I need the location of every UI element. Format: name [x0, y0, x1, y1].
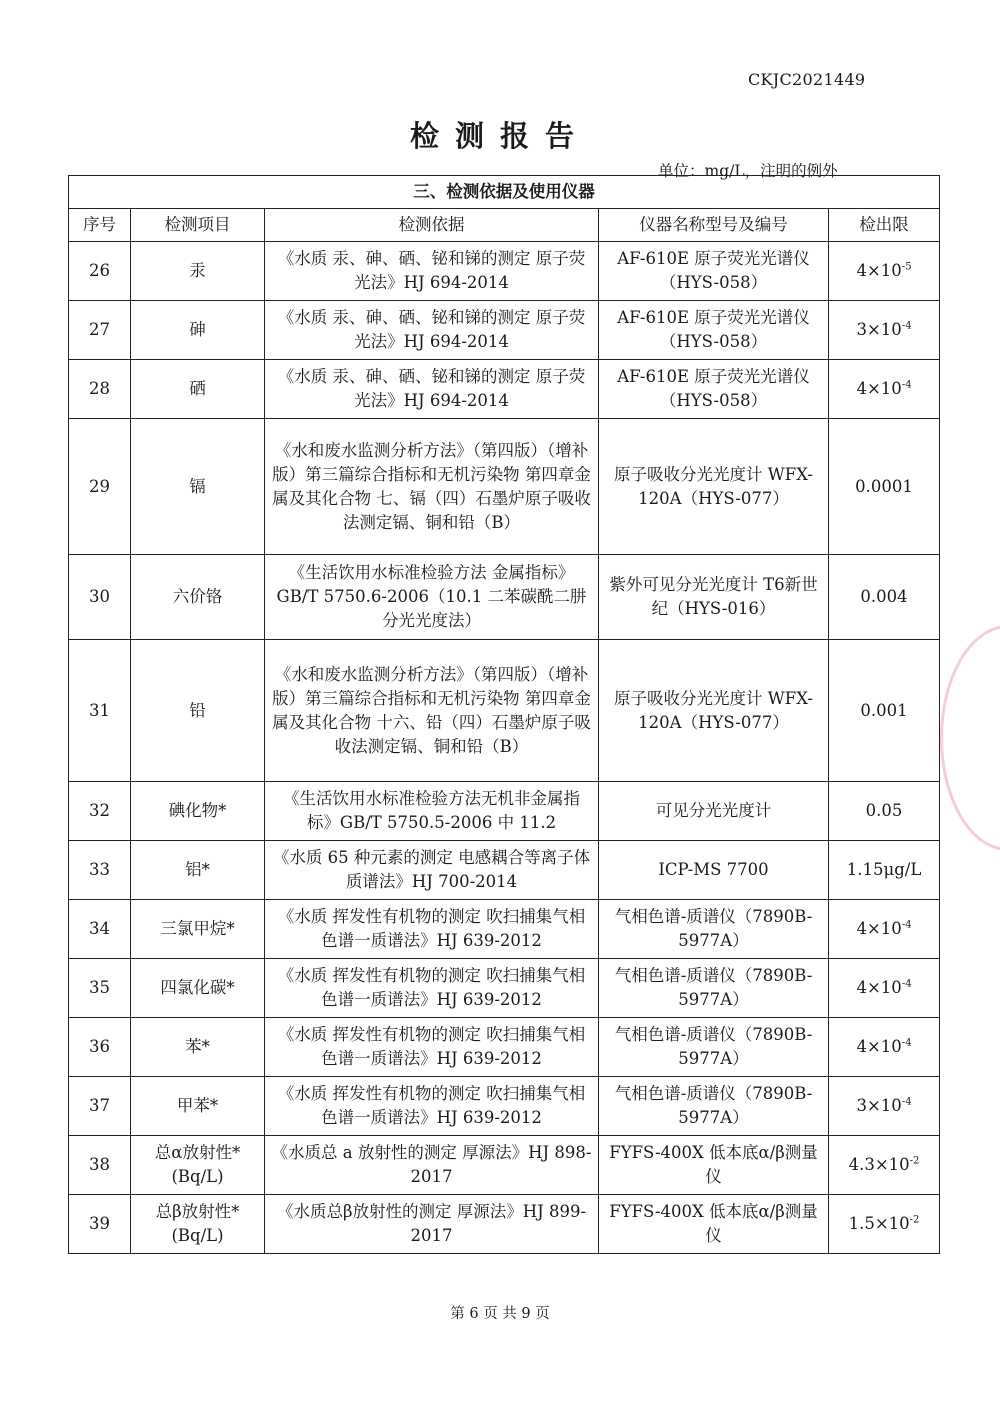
unit-note: 单位：mg/L，注明的例外 — [658, 162, 838, 180]
table-row — [69, 640, 940, 782]
row-instrument: 气相色谱-质谱仪（7890B-5977A） — [599, 1018, 829, 1077]
row-item: 三氯甲烷* — [131, 900, 265, 959]
row-item: 六价铬 — [131, 555, 265, 640]
limit-value: 0.001 — [860, 700, 908, 720]
row-instrument: FYFS-400X 低本底α/β测量仪 — [599, 1195, 829, 1254]
row-basis: 《生活饮用水标准检验方法无机非金属指标》GB/T 5750.5-2006 中 11.2 — [265, 782, 599, 841]
row-no: 36 — [69, 1018, 131, 1077]
header-no: 序号 — [69, 209, 131, 242]
row-limit — [829, 1077, 940, 1136]
row-basis: 《水质总β放射性的测定 厚源法》HJ 899-2017 — [265, 1195, 599, 1254]
row-basis: 《水质 挥发性有机物的测定 吹扫捕集气相色谱一质谱法》HJ 639-2012 — [265, 1077, 599, 1136]
row-no: 31 — [69, 640, 131, 782]
table-row — [69, 959, 940, 1018]
row-limit — [829, 301, 940, 360]
limit-value: 4×10 — [856, 919, 902, 938]
row-item: 铅 — [131, 640, 265, 782]
row-item: 总α放射性*(Bq/L) — [131, 1136, 265, 1195]
row-item: 甲苯* — [131, 1077, 265, 1136]
limit-exponent: -4 — [901, 379, 912, 391]
row-no: 32 — [69, 782, 131, 841]
row-basis: 《水质 挥发性有机物的测定 吹扫捕集气相色谱一质谱法》HJ 639-2012 — [265, 1018, 599, 1077]
row-instrument: 可见分光光度计 — [599, 782, 829, 841]
row-instrument: 气相色谱-质谱仪（7890B-5977A） — [599, 1077, 829, 1136]
row-basis: 《水质 65 种元素的测定 电感耦合等离子体质谱法》HJ 700-2014 — [265, 841, 599, 900]
official-seal — [940, 625, 1000, 851]
row-limit — [829, 360, 940, 419]
limit-exponent: -2 — [909, 1155, 920, 1167]
row-limit — [829, 1018, 940, 1077]
row-item: 四氯化碳* — [131, 959, 265, 1018]
row-no: 26 — [69, 242, 131, 301]
row-limit — [829, 555, 940, 640]
limit-value: 4×10 — [856, 261, 902, 280]
section-row — [69, 176, 940, 209]
table-row — [69, 841, 940, 900]
limit-value: 0.004 — [860, 587, 908, 606]
table-row — [69, 242, 940, 301]
limit-value: 4×10 — [856, 978, 902, 997]
table-row — [69, 782, 940, 841]
table-row — [69, 1136, 940, 1195]
page-footer: 第 6 页 共 9 页 — [450, 1306, 550, 1322]
limit-value: 3×10 — [856, 1096, 902, 1115]
limit-exponent: -4 — [901, 320, 912, 332]
row-basis: 《水质 汞、砷、硒、铋和锑的测定 原子荧光法》HJ 694-2014 — [265, 360, 599, 419]
table-row — [69, 360, 940, 419]
header-limit: 检出限 — [829, 209, 940, 242]
table-row — [69, 900, 940, 959]
row-limit — [829, 419, 940, 555]
row-instrument: 原子吸收分光光度计 WFX-120A（HYS-077） — [599, 419, 829, 555]
limit-exponent: -2 — [909, 1214, 920, 1226]
table-row — [69, 1077, 940, 1136]
row-limit — [829, 900, 940, 959]
header-instrument: 仪器名称型号及编号 — [599, 209, 829, 242]
row-instrument: AF-610E 原子荧光光谱仪（HYS-058） — [599, 301, 829, 360]
row-limit — [829, 1195, 940, 1254]
limit-value: 1.15μg/L — [846, 860, 922, 879]
row-no: 38 — [69, 1136, 131, 1195]
table-row — [69, 555, 940, 640]
limit-value: 4×10 — [856, 379, 902, 398]
limit-exponent: -4 — [901, 1037, 912, 1049]
limit-value: 0.05 — [865, 801, 903, 820]
limit-value: 4×10 — [856, 1037, 902, 1056]
row-no: 29 — [69, 419, 131, 555]
row-no: 33 — [69, 841, 131, 900]
row-no: 30 — [69, 555, 131, 640]
row-item: 砷 — [131, 301, 265, 360]
row-basis: 《水和废水监测分析方法》（第四版）（增补版）第三篇综合指标和无机污染物 第四章金属及其化合物 七、镉（四）石墨炉原子吸收法测定镉、铜和铅（B） — [265, 419, 599, 555]
limit-exponent: -4 — [901, 1096, 912, 1108]
row-instrument: 气相色谱-质谱仪（7890B-5977A） — [599, 900, 829, 959]
row-basis: 《水质 挥发性有机物的测定 吹扫捕集气相色谱一质谱法》HJ 639-2012 — [265, 900, 599, 959]
row-basis: 《水质 汞、砷、硒、铋和锑的测定 原子荧光法》HJ 694-2014 — [265, 242, 599, 301]
row-item: 碘化物* — [131, 782, 265, 841]
limit-exponent: -4 — [901, 919, 912, 931]
row-item: 镉 — [131, 419, 265, 555]
table-row — [69, 1018, 940, 1077]
section-title: 三、检测依据及使用仪器 — [69, 176, 940, 209]
header-item: 检测项目 — [131, 209, 265, 242]
row-basis: 《生活饮用水标准检验方法 金属指标》GB/T 5750.6-2006（10.1 二苯碳酰二肼分光光度法） — [265, 555, 599, 640]
row-item: 苯* — [131, 1018, 265, 1077]
row-no: 35 — [69, 959, 131, 1018]
row-basis: 《水质总 a 放射性的测定 厚源法》HJ 898-2017 — [265, 1136, 599, 1195]
table-row — [69, 301, 940, 360]
row-basis: 《水质 挥发性有机物的测定 吹扫捕集气相色谱一质谱法》HJ 639-2012 — [265, 959, 599, 1018]
row-instrument: AF-610E 原子荧光光谱仪（HYS-058） — [599, 242, 829, 301]
limit-value: 3×10 — [856, 320, 902, 339]
header-basis: 检测依据 — [265, 209, 599, 242]
limit-exponent: -5 — [901, 261, 912, 273]
row-no: 37 — [69, 1077, 131, 1136]
row-item: 总β放射性*(Bq/L) — [131, 1195, 265, 1254]
row-instrument: AF-610E 原子荧光光谱仪（HYS-058） — [599, 360, 829, 419]
row-item: 汞 — [131, 242, 265, 301]
test-basis-table — [68, 175, 940, 1254]
row-instrument: FYFS-400X 低本底α/β测量仪 — [599, 1136, 829, 1195]
row-instrument: 气相色谱-质谱仪（7890B-5977A） — [599, 959, 829, 1018]
limit-exponent: -4 — [901, 978, 912, 990]
row-instrument: ICP-MS 7700 — [599, 841, 829, 900]
report-number: CKJC2021449 — [748, 70, 866, 89]
header-row — [69, 209, 940, 242]
row-instrument: 紫外可见分光光度计 T6新世纪（HYS-016） — [599, 555, 829, 640]
row-no: 39 — [69, 1195, 131, 1254]
row-limit — [829, 959, 940, 1018]
row-limit — [829, 782, 940, 841]
limit-value: 4.3×10 — [848, 1155, 910, 1174]
table-row — [69, 1195, 940, 1254]
limit-value: 0.0001 — [855, 476, 913, 496]
table-row — [69, 419, 940, 555]
page-title: 检测报告 — [409, 119, 590, 153]
row-limit — [829, 640, 940, 782]
row-limit — [829, 242, 940, 301]
row-item: 铝* — [131, 841, 265, 900]
row-limit — [829, 1136, 940, 1195]
row-no: 34 — [69, 900, 131, 959]
row-no: 28 — [69, 360, 131, 419]
row-limit — [829, 841, 940, 900]
row-instrument: 原子吸收分光光度计 WFX-120A（HYS-077） — [599, 640, 829, 782]
row-no: 27 — [69, 301, 131, 360]
row-basis: 《水和废水监测分析方法》（第四版）（增补版）第三篇综合指标和无机污染物 第四章金属及其化合物 十六、铅（四）石墨炉原子吸收法测定镉、铜和铅（B） — [265, 640, 599, 782]
limit-value: 1.5×10 — [848, 1214, 910, 1233]
row-item: 硒 — [131, 360, 265, 419]
row-basis: 《水质 汞、砷、硒、铋和锑的测定 原子荧光法》HJ 694-2014 — [265, 301, 599, 360]
